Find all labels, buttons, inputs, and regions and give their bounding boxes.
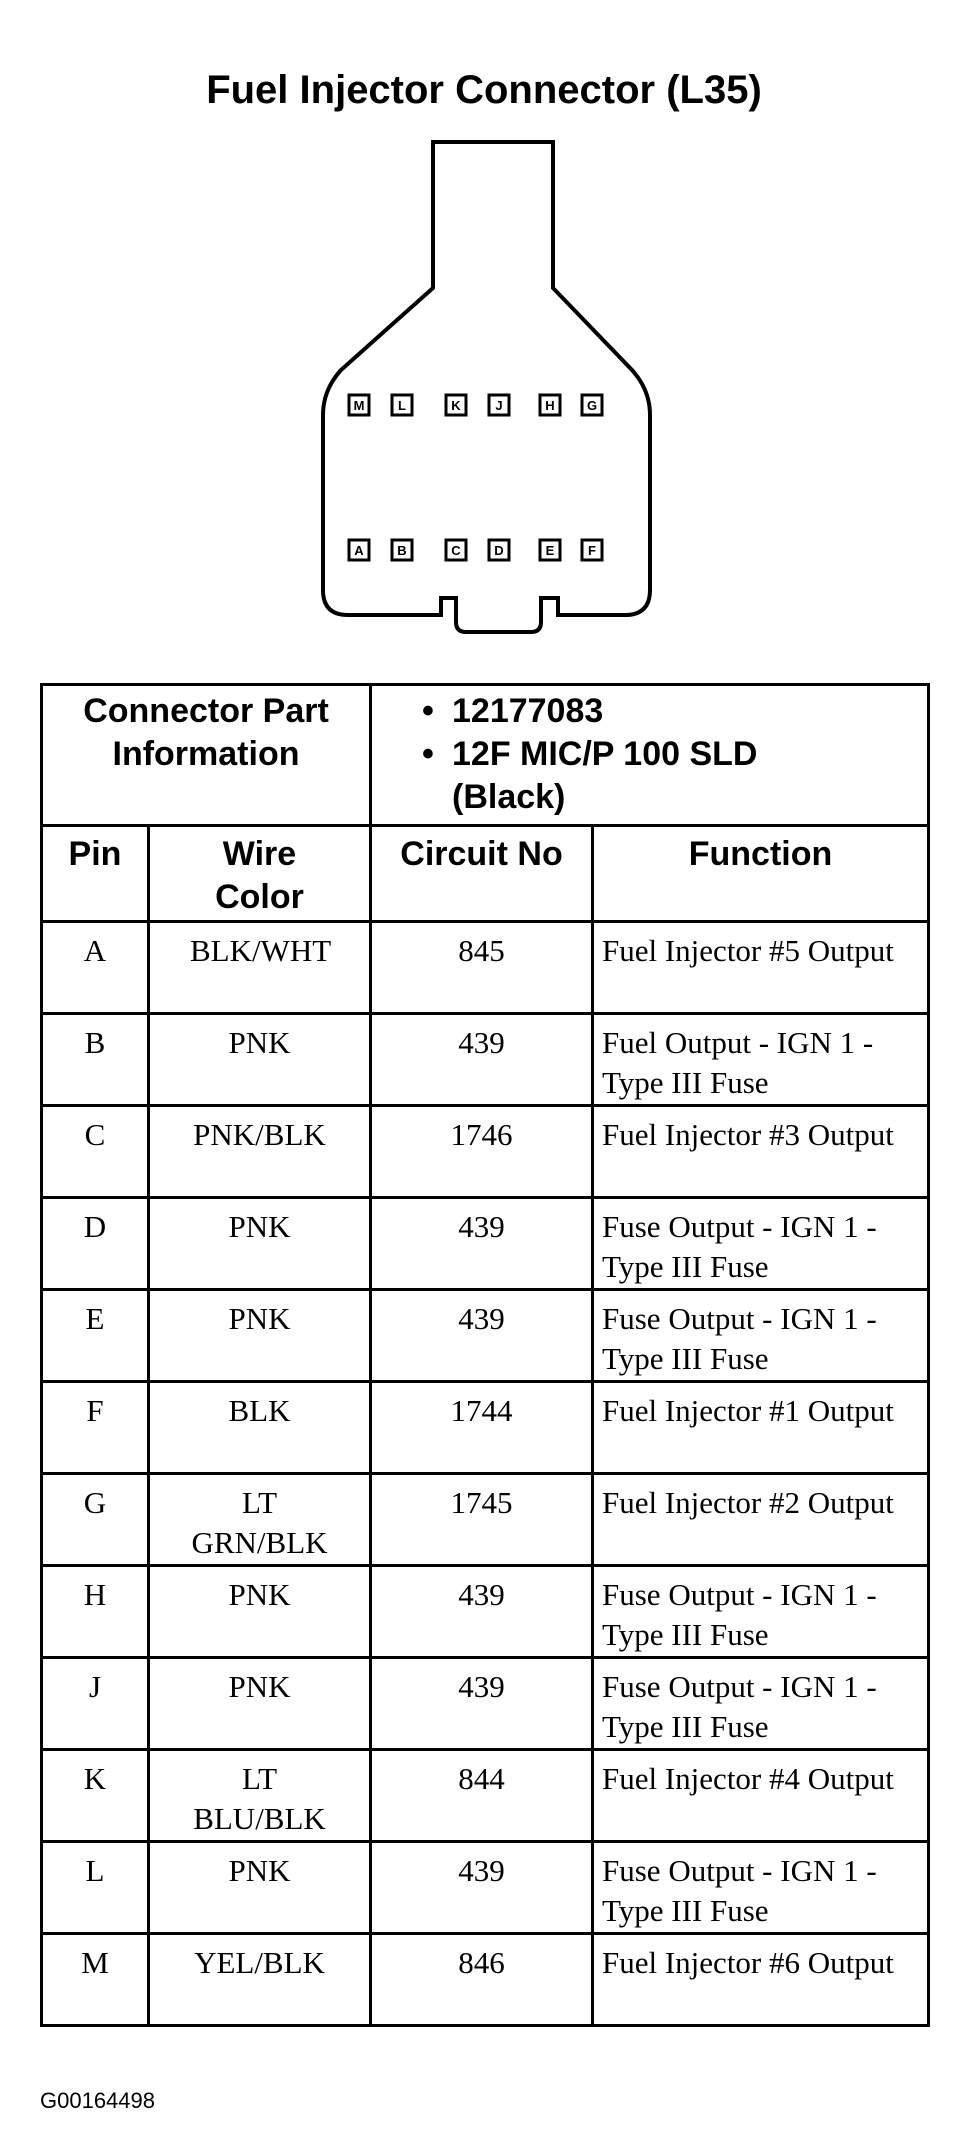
connector-info-table — [40, 683, 930, 2027]
column-header-row — [42, 826, 929, 922]
pin-a-label: A — [354, 543, 364, 558]
pin-c-label: C — [451, 543, 461, 558]
function-cell: Fuse Output - IGN 1 - Type III Fuse — [593, 1290, 929, 1382]
table-row — [42, 1290, 929, 1382]
header-circuit-no: Circuit No — [371, 826, 593, 922]
function-cell: Fuse Output - IGN 1 - Type III Fuse — [593, 1842, 929, 1934]
pin-cell: J — [42, 1658, 149, 1750]
wire-color-cell: PNK — [149, 1658, 371, 1750]
circuit-cell: 1744 — [371, 1382, 593, 1474]
part-info-values: • 12177083 • 12F MIC/P 100 SLD (Black) — [371, 685, 929, 826]
function-cell: Fuel Injector #3 Output — [593, 1106, 929, 1198]
header-function: Function — [593, 826, 929, 922]
circuit-cell: 439 — [371, 1290, 593, 1382]
pin-e-label: E — [545, 543, 555, 558]
circuit-cell: 439 — [371, 1014, 593, 1106]
pin-cell: M — [42, 1934, 149, 2026]
table-row — [42, 1382, 929, 1474]
function-cell: Fuel Injector #4 Output — [593, 1750, 929, 1842]
table-row — [42, 1934, 929, 2026]
pin-f-label: F — [588, 543, 596, 558]
circuit-cell: 1746 — [371, 1106, 593, 1198]
part-number: 12177083 — [452, 692, 604, 730]
table-row — [42, 1750, 929, 1842]
pin-cell: E — [42, 1290, 149, 1382]
circuit-cell: 845 — [371, 922, 593, 1014]
header-pin: Pin — [42, 826, 149, 922]
wire-color-cell: LT GRN/BLK — [149, 1474, 371, 1566]
wire-color-cell: YEL/BLK — [149, 1934, 371, 2026]
wire-color-cell: LT BLU/BLK — [149, 1750, 371, 1842]
circuit-cell: 439 — [371, 1566, 593, 1658]
function-cell: Fuse Output - IGN 1 - Type III Fuse — [593, 1658, 929, 1750]
table-row — [42, 1658, 929, 1750]
figure-id: G00164498 — [40, 2088, 155, 2113]
table-row — [42, 1842, 929, 1934]
pin-cell: K — [42, 1750, 149, 1842]
function-cell: Fuel Injector #6 Output — [593, 1934, 929, 2026]
circuit-cell: 1745 — [371, 1474, 593, 1566]
pin-d-label: D — [494, 543, 504, 558]
part-description: 12F MIC/P 100 SLD — [452, 735, 758, 773]
part-info-row — [42, 685, 929, 826]
pin-h-label: H — [545, 398, 555, 413]
function-cell: Fuel Output - IGN 1 - Type III Fuse — [593, 1014, 929, 1106]
wire-color-cell: PNK — [149, 1198, 371, 1290]
wire-color-cell: PNK — [149, 1842, 371, 1934]
pin-m-label: M — [353, 398, 365, 413]
circuit-cell: 844 — [371, 1750, 593, 1842]
function-cell: Fuse Output - IGN 1 - Type III Fuse — [593, 1198, 929, 1290]
function-cell: Fuel Injector #5 Output — [593, 922, 929, 1014]
pin-j-label: J — [495, 398, 503, 413]
pin-row-bottom — [349, 540, 602, 560]
pin-b-label: B — [397, 543, 407, 558]
diagram-title: Fuel Injector Connector (L35) — [206, 68, 762, 112]
wire-color-cell: BLK/WHT — [149, 922, 371, 1014]
wire-color-cell: PNK — [149, 1014, 371, 1106]
circuit-cell: 439 — [371, 1198, 593, 1290]
pin-k-label: K — [451, 398, 461, 413]
pin-l-label: L — [398, 398, 406, 413]
pin-cell: F — [42, 1382, 149, 1474]
pin-cell: C — [42, 1106, 149, 1198]
wire-color-cell: PNK — [149, 1566, 371, 1658]
table-row — [42, 922, 929, 1014]
pin-cell: B — [42, 1014, 149, 1106]
function-cell: Fuel Injector #2 Output — [593, 1474, 929, 1566]
function-cell: Fuel Injector #1 Output — [593, 1382, 929, 1474]
part-info-label: Connector Part Information — [42, 685, 371, 826]
circuit-cell: 846 — [371, 1934, 593, 2026]
table-row — [42, 1106, 929, 1198]
function-cell: Fuse Output - IGN 1 - Type III Fuse — [593, 1566, 929, 1658]
wire-color-cell: BLK — [149, 1382, 371, 1474]
part-color: (Black) — [452, 778, 566, 816]
table-row — [42, 1198, 929, 1290]
connector-diagram — [0, 0, 968, 650]
circuit-cell: 439 — [371, 1842, 593, 1934]
table-row — [42, 1566, 929, 1658]
pin-cell: H — [42, 1566, 149, 1658]
pin-cell: L — [42, 1842, 149, 1934]
pin-cell: G — [42, 1474, 149, 1566]
pin-cell: A — [42, 922, 149, 1014]
circuit-cell: 439 — [371, 1658, 593, 1750]
table-row — [42, 1014, 929, 1106]
pin-row-top — [349, 395, 602, 415]
table-row — [42, 1474, 929, 1566]
pin-g-label: G — [586, 398, 598, 413]
header-wire-color: Wire Color — [149, 826, 371, 922]
pin-cell: D — [42, 1198, 149, 1290]
wire-color-cell: PNK — [149, 1290, 371, 1382]
wire-color-cell: PNK/BLK — [149, 1106, 371, 1198]
